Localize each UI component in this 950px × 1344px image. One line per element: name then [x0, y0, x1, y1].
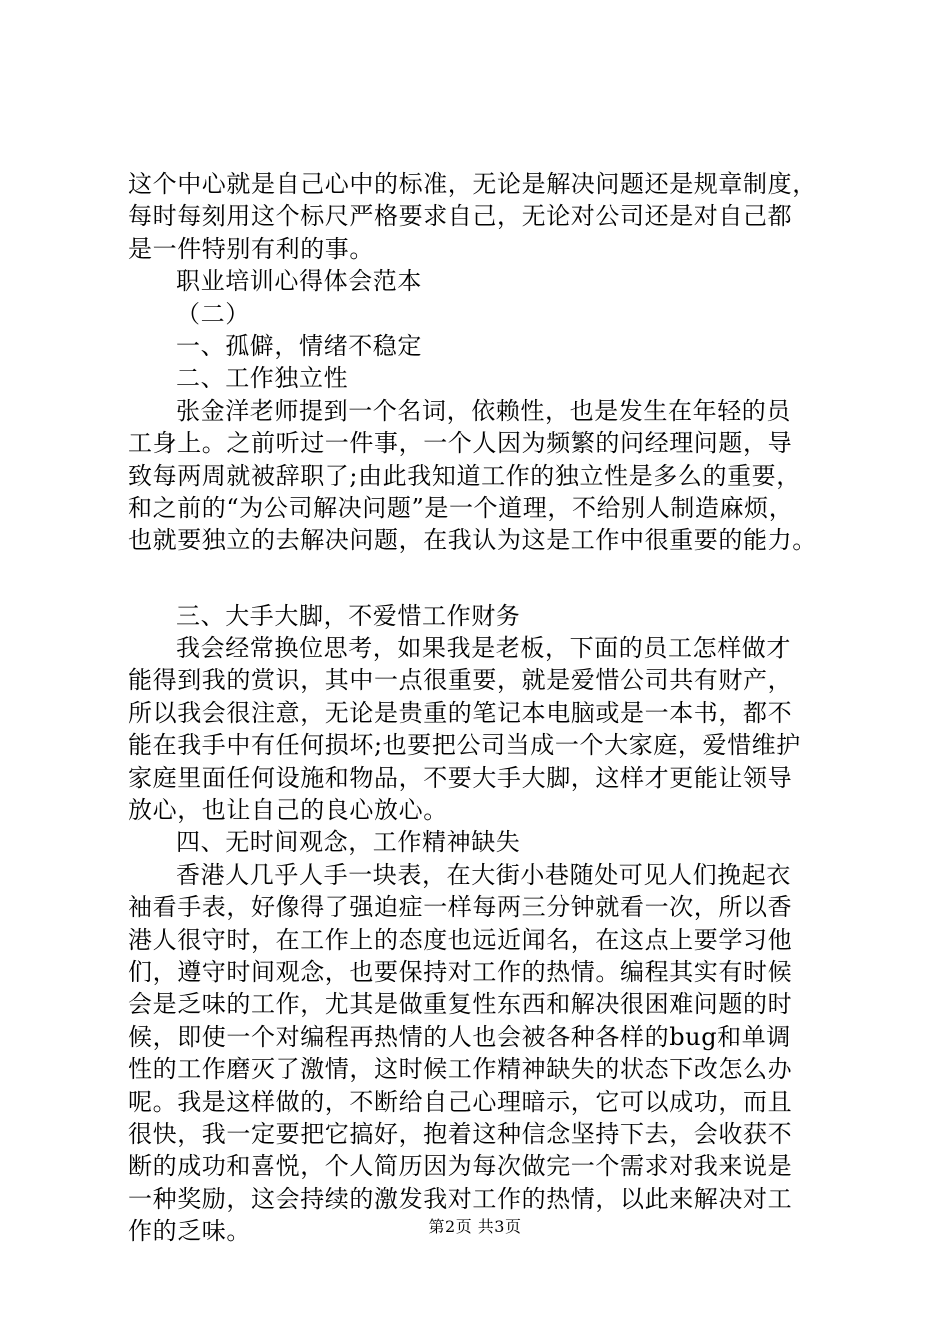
text-line: 作的乏味。: [128, 1217, 251, 1246]
section-title: 职业培训心得体会范本: [176, 267, 422, 296]
text-line: 和之前的“为公司解决问题”是一个道理，不给别人制造麻烦，: [128, 493, 794, 522]
text-line: 袖看手表，好像得了强迫症一样每两三分钟就看一次，所以香: [128, 893, 793, 922]
text-line: 能得到我的赏识，其中一点很重要，就是爱惜公司共有财产，: [128, 666, 793, 695]
text-line: 很快，我一定要把它搞好，抱着这种信念坚持下去，会收获不: [128, 1119, 793, 1148]
text-line: 致每两周就被辞职了;由此我知道工作的独立性是多么的重要，: [128, 461, 801, 490]
page-number-footer: 第2页 共3页: [428, 1217, 522, 1236]
document-body: [128, 168, 828, 1248]
text-line: 断的成功和喜悦，个人简历因为每次做完一个需求对我来说是: [128, 1152, 793, 1181]
text-line: 一种奖励，这会持续的激发我对工作的热情，以此来解决对工: [128, 1184, 793, 1213]
heading-4: 四、无时间观念，工作精神缺失: [176, 828, 521, 857]
text-line: 所以我会很注意，无论是贵重的笔记本电脑或是一本书，都不: [128, 698, 793, 727]
text-line: 每时每刻用这个标尺严格要求自己，无论对公司还是对自己都: [128, 202, 793, 231]
text-line: 港人很守时，在工作上的态度也远近闻名，在这点上要学习他: [128, 925, 793, 954]
text-line: 家庭里面任何设施和物品，不要大手大脚，这样才更能让领导: [128, 763, 793, 792]
text-line: 能在我手中有任何损坏;也要把公司当成一个大家庭，爱惜维护: [128, 731, 801, 760]
text-line: 我会经常换位思考，如果我是老板，下面的员工怎样做才: [176, 634, 791, 663]
text-line: 张金洋老师提到一个名词，依赖性，也是发生在年轻的员: [176, 396, 791, 425]
text-line: 是一件特别有利的事。: [128, 234, 374, 263]
text-line: 也就要独立的去解决问题，在我认为这是工作中很重要的能力。: [128, 526, 817, 555]
heading-2: 二、工作独立性: [176, 364, 349, 393]
text-line: 这个中心就是自己心中的标准，无论是解决问题还是规章制度，: [128, 170, 817, 198]
text-line: 工身上。之前听过一件事，一个人因为频繁的问经理问题，导: [128, 429, 793, 458]
text-line: 放心，也让自己的良心放心。: [128, 796, 448, 825]
text-line: 呢。我是这样做的，不断给自己心理暗示，它可以成功，而且: [128, 1087, 793, 1116]
text-line: 们，遵守时间观念，也要保持对工作的热情。编程其实有时候: [128, 957, 793, 986]
heading-3: 三、大手大脚，不爱惜工作财务: [176, 601, 521, 630]
text-line: 性的工作磨灭了激情，这时候工作精神缺失的状态下改怎么办: [128, 1055, 793, 1084]
text-line: 香港人几乎人手一块表，在大街小巷随处可见人们挽起衣: [176, 860, 791, 889]
blank-line: [128, 557, 828, 600]
text-line: 候，即使一个对编程再热情的人也会被各种各样的bug和单调: [128, 1022, 791, 1051]
section-subtitle: （二）: [176, 299, 250, 328]
heading-1: 一、孤僻，情绪不稳定: [176, 331, 422, 360]
text-line: 会是乏味的工作，尤其是做重复性东西和解决很困难问题的时: [128, 990, 793, 1019]
